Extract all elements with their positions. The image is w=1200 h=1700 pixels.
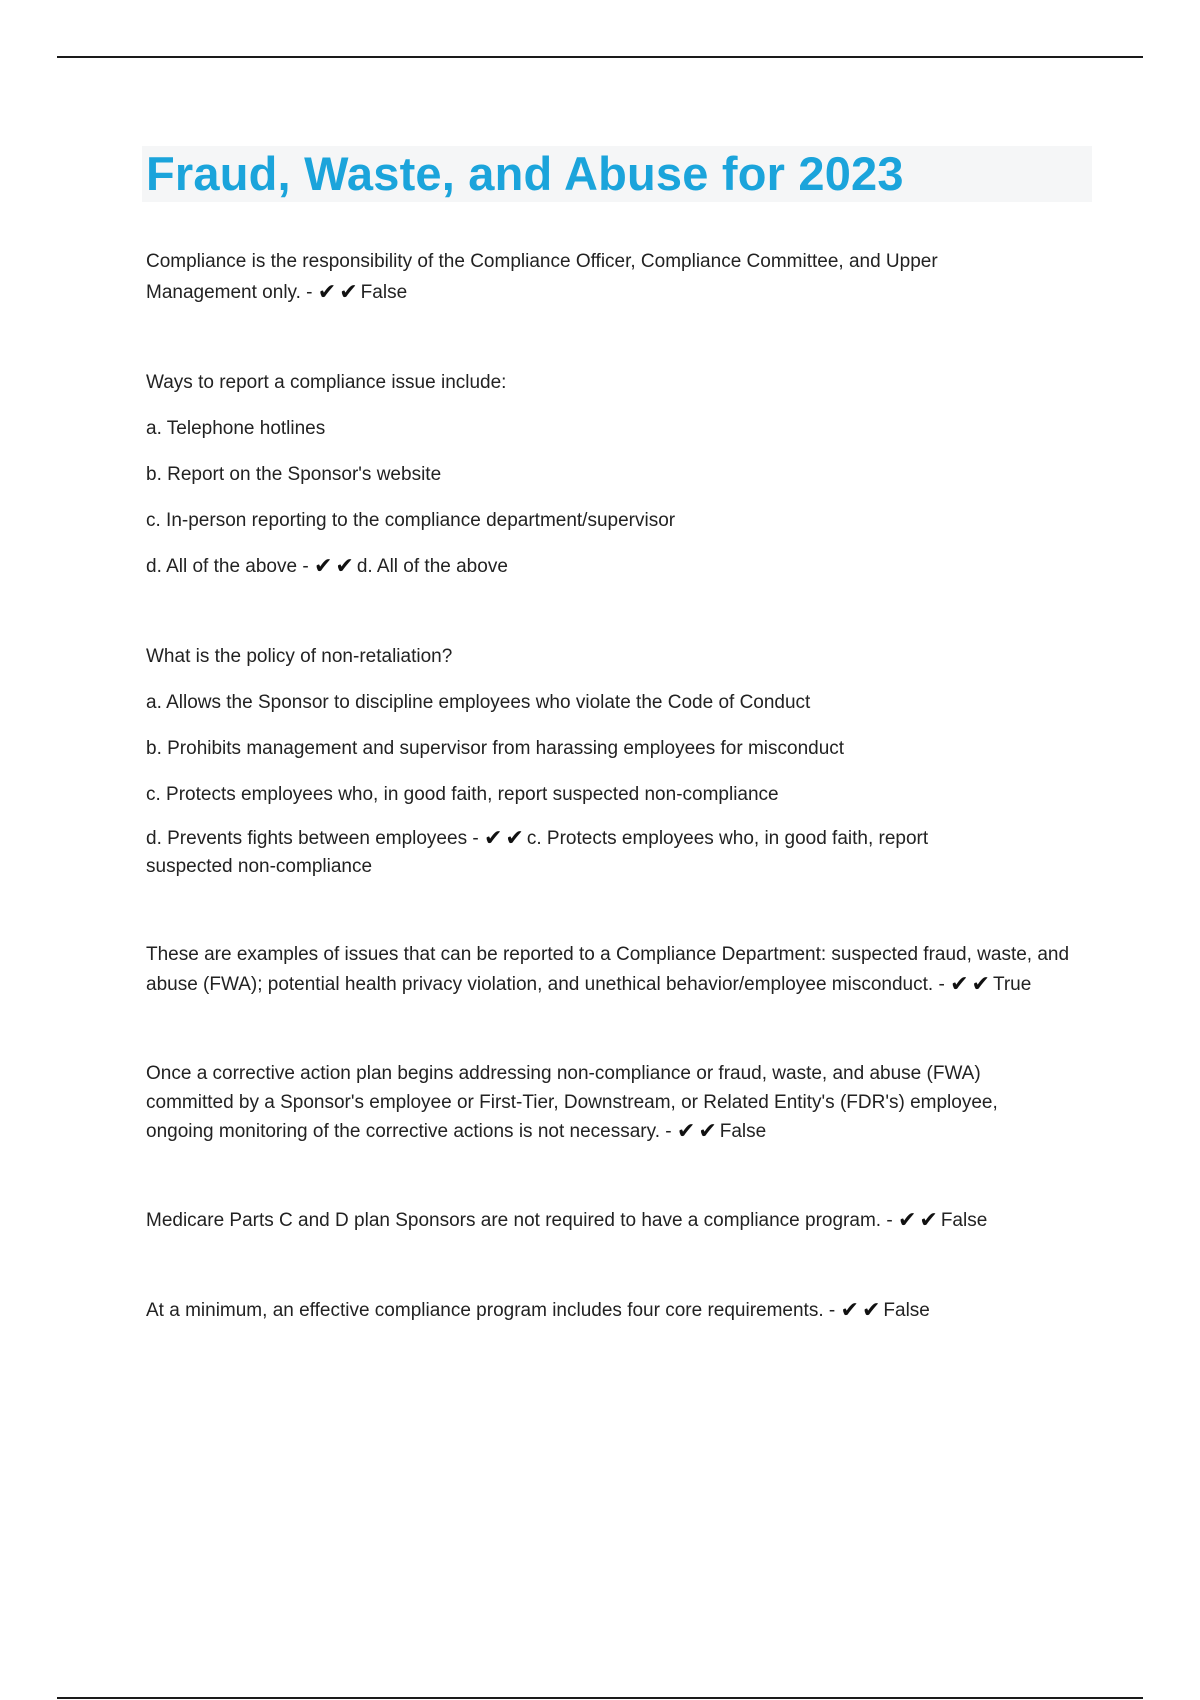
question-text: At a minimum, an effective compliance program includes four core requirements. - [146, 1300, 836, 1321]
question-text: Compliance is the responsibility of the Compliance Officer, Compliance Committee, and Upper Management only. - [146, 251, 938, 303]
question-intro: Ways to report a compliance issue include: [146, 372, 507, 393]
qa-question [146, 1205, 1096, 1236]
qa-question [146, 1295, 1096, 1326]
check-icon: ✔ [339, 280, 358, 305]
check-icon: ✔ [861, 1298, 881, 1323]
check-icon: ✔ [950, 972, 969, 997]
check-icon: ✔ [317, 280, 337, 305]
check-icon: ✔ [676, 1119, 696, 1144]
qa-question [146, 246, 1006, 308]
qa-item [146, 1205, 1096, 1236]
option-c: c. Protects employees who, in good faith, report suspected non-compliance [146, 784, 779, 805]
qa-item [146, 940, 1096, 1000]
page-title: Fraud, Waste, and Abuse for 2023 [146, 147, 904, 200]
answer-text: d. All of the above [356, 556, 508, 577]
qa-item [146, 367, 1096, 582]
check-icon: ✔ [505, 826, 524, 851]
check-icon: ✔ [840, 1298, 859, 1323]
check-icon: ✔ [313, 554, 333, 579]
qa-item [146, 641, 1006, 881]
check-icon: ✔ [335, 554, 354, 579]
answer-text: False [360, 282, 408, 303]
answer-text: False [940, 1210, 988, 1231]
qa-question [146, 940, 1096, 1000]
question-text: Medicare Parts C and D plan Sponsors are not required to have a compliance program. - [146, 1210, 893, 1231]
check-icon: ✔ [919, 1208, 938, 1233]
bottom-rule [57, 1697, 1143, 1699]
answer-text: False [719, 1121, 767, 1142]
answer-text: c. Protects employees who, in good faith, report suspected non-compliance [146, 828, 929, 877]
top-rule [57, 56, 1143, 58]
question-intro: What is the policy of non-retaliation? [146, 646, 453, 667]
option-a: a. Allows the Sponsor to discipline employees who violate the Code of Conduct [146, 692, 811, 713]
answer-text: False [883, 1300, 930, 1321]
qa-item [146, 1295, 1096, 1326]
qa-question [146, 1059, 1066, 1146]
qa-content [146, 246, 1096, 1326]
question-text: d. Prevents fights between employees - [146, 828, 479, 849]
qa-item [146, 1059, 1066, 1146]
check-icon: ✔ [971, 972, 990, 997]
option-c: c. In-person reporting to the compliance department/supervisor [146, 510, 676, 531]
question-text: Once a corrective action plan begins addressing non-compliance or fraud, waste, and abuse (FWA) committed by a Sponsor's employee or First-Tier, Downstream, or Related Entity's (FDR's) employee, ongoing monitoring of the corrective actions is not necessary. - [146, 1063, 998, 1142]
answer-text: True [992, 974, 1032, 995]
qa-question [146, 825, 1006, 881]
check-icon: ✔ [897, 1208, 917, 1233]
option-b: b. Prohibits management and supervisor from harassing employees for misconduct [146, 738, 845, 759]
question-text: These are examples of issues that can be reported to a Compliance Department: suspected fraud, waste, and abuse (FWA); potential health privacy violation, and unethical behavior/employee misconduct. - [146, 944, 1070, 995]
qa-question [146, 551, 1096, 582]
option-a: a. Telephone hotlines [146, 418, 326, 439]
question-text: d. All of the above - [146, 556, 309, 577]
check-icon: ✔ [698, 1119, 717, 1144]
option-b: b. Report on the Sponsor's website [146, 464, 442, 485]
check-icon: ✔ [483, 826, 503, 851]
qa-item [146, 246, 1006, 308]
